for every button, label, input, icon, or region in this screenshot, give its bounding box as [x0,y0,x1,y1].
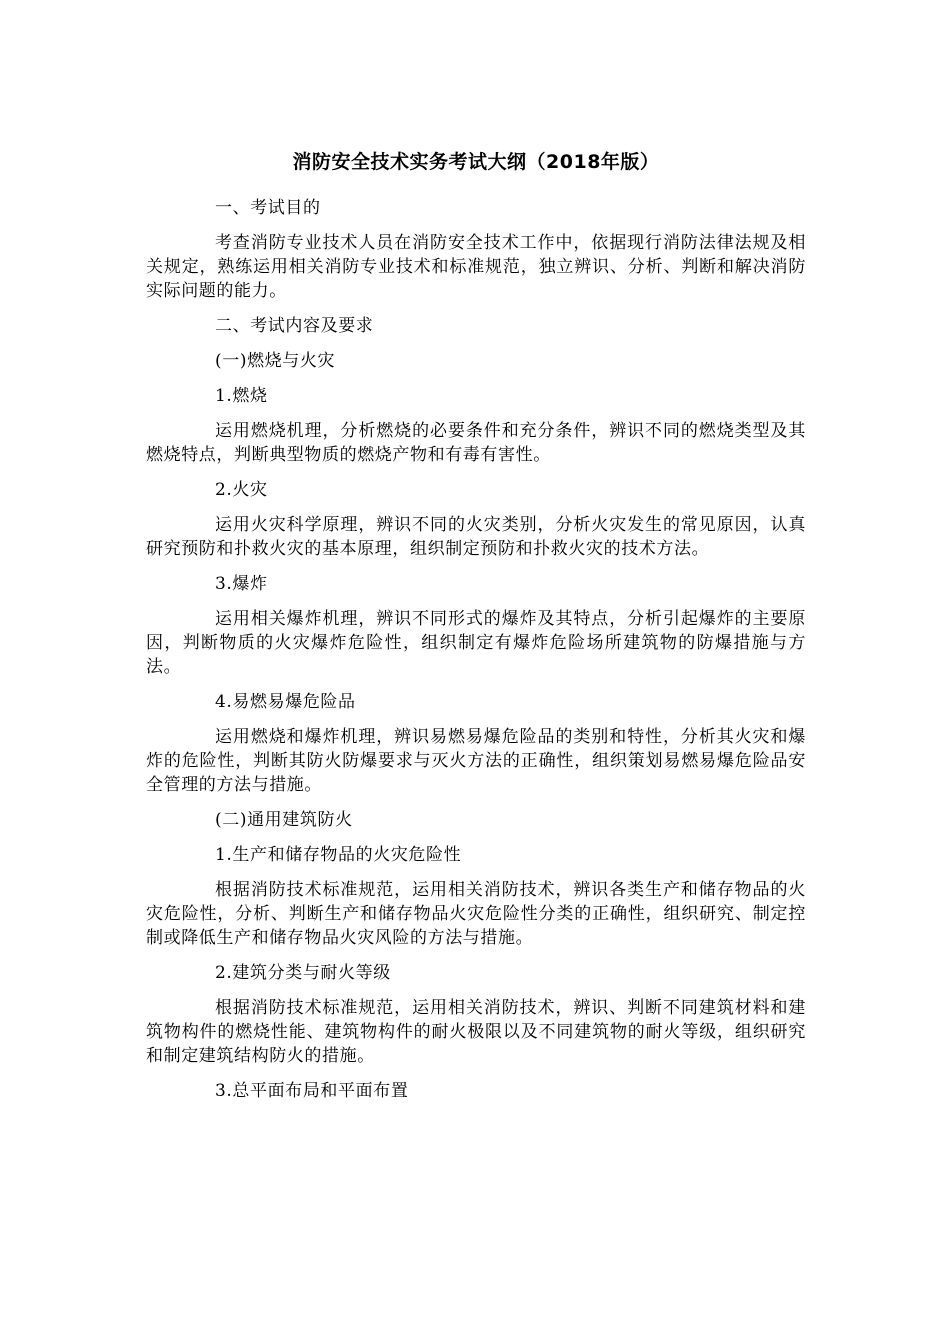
paragraph: 运用燃烧和爆炸机理，辨识易燃易爆危险品的类别和特性，分析其火灾和爆炸的危险性，判断其防火防爆要求与灭火方法的正确性，组织策划易燃易爆危险品安全管理的方法与措施。 [146,727,806,795]
item-heading: 3.总平面布局和平面布置 [215,1081,409,1101]
item-heading: 2.火灾 [215,480,268,500]
paragraph: 运用火灾科学原理，辨识不同的火灾类别，分析火灾发生的常见原因，认真研究预防和扑救火灾的基本原理，组织制定预防和扑救火灾的技术方法。 [146,515,806,559]
document-page [146,140,806,1114]
item-heading: 3.爆炸 [215,574,268,594]
item-heading: 1.生产和储存物品的火灾危险性 [215,845,462,865]
paragraph: 运用相关爆炸机理，辨识不同形式的爆炸及其特点，分析引起爆炸的主要原因，判断物质的火灾爆炸危险性，组织制定有爆炸危险场所建筑物的防爆措施与方法。 [146,609,806,677]
subsection-heading: (一)燃烧与火灾 [215,351,336,371]
section-heading: 二、考试内容及要求 [215,316,374,336]
subsection-heading: (二)通用建筑防火 [215,810,353,830]
paragraph: 根据消防技术标准规范，运用相关消防技术，辨识、判断不同建筑材料和建筑物构件的燃烧性能、建筑物构件的耐火极限以及不同建筑物的耐火等级，组织研究和制定建筑结构防火的措施。 [146,998,806,1066]
document-title: 消防安全技术实务考试大纲（2018年版） [292,151,660,173]
item-heading: 2.建筑分类与耐火等级 [215,963,391,983]
item-heading: 1.燃烧 [215,386,268,406]
paragraph: 运用燃烧机理，分析燃烧的必要条件和充分条件，辨识不同的燃烧类型及其燃烧特点，判断典型物质的燃烧产物和有毒有害性。 [146,421,806,465]
paragraph: 根据消防技术标准规范，运用相关消防技术，辨识各类生产和储存物品的火灾危险性，分析、判断生产和储存物品火灾危险性分类的正确性，组织研究、制定控制或降低生产和储存物品火灾风险的方法与措施。 [146,880,806,948]
section-heading: 一、考试目的 [215,198,321,218]
item-heading: 4.易燃易爆危险品 [215,692,356,712]
paragraph: 考查消防专业技术人员在消防安全技术工作中，依据现行消防法律法规及相关规定，熟练运用相关消防专业技术和标准规范，独立辨识、分析、判断和解决消防实际问题的能力。 [146,233,806,301]
